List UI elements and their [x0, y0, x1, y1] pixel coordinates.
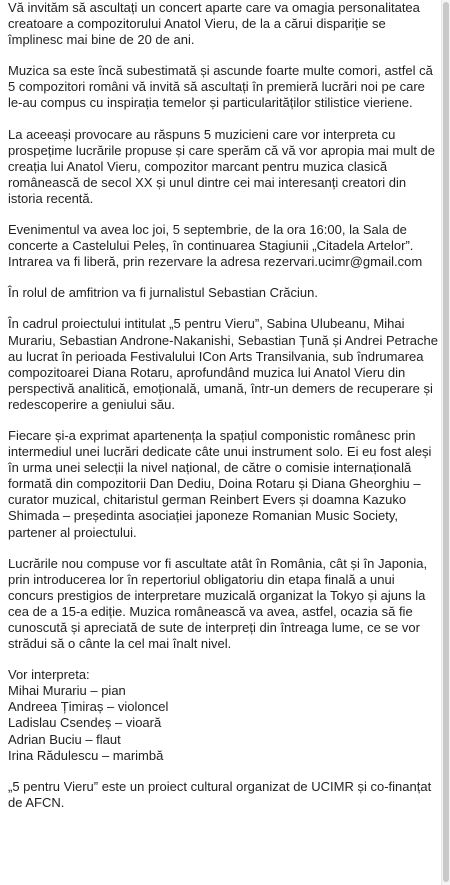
paragraph-event-details: Evenimentul va avea loc joi, 5 septembrie, de la ora 16:00, la Sala de concerte a Castelului Peleș, în continuarea Stagiunii „Citadela Artelor”. Intrarea va fi liberă, prin rezervare la adresa rezervari.ucimr@gmail.com — [8, 222, 423, 270]
paragraph-music: Muzica sa este încă subestimată și ascunde foarte multe comori, astfel că 5 compozitori români vă invită să ascultați în premieră lucrări noi pe care le-au compus cu inspirația temelor și particularităților stilistice vieriene. — [8, 63, 433, 111]
performer-item: Andreea Țimiraș – violoncel — [8, 699, 169, 715]
performer-item: Adrian Buciu – flaut — [8, 731, 121, 747]
paragraph-closing: „5 pentru Vieru” este un proiect cultural organizat de UCIMR și co-finanțat de AFCN. — [8, 778, 432, 810]
paragraph-performers-challenge: La aceeași provocare au răspuns 5 muzicieni care vor interpreta cu prospețime lucrările propuse și care sperăm că vă vor apropia mai mult de creația lui Anatol Vieru, compozitor marcant pentru muzica clasică românească de secol XX și unul dintre cei mai interesanți creatori din istoria recentă. — [8, 126, 436, 206]
performers-intro: Vor interpreta: — [8, 667, 90, 683]
performer-item: Mihai Murariu – pian — [8, 683, 126, 699]
performer-item: Irina Rădulescu – marimbă — [8, 747, 164, 763]
paragraph-selection: Fiecare și-a exprimat apartenența la spațiul componistic românesc prin intermediul unei lucrări dedicate câte unui instrument solo. Ei eu fost aleși în urma unei selecții la nivel național, de către o comisie internațională formată din compozitorii Dan Dediu, Doina Rotaru și Diana Gheorghiu – curator muzical, chitaristul german Reinbert Evers și doamna Kazuko Shimada – președinta asociației japoneze Romanian Music Society, partener al proiectului. — [8, 427, 432, 540]
paragraph-project: În cadrul proiectului intitulat „5 pentru Vieru”, Sabina Ulubeanu, Mihai Murariu, Sebastian Androne-Nakanishi, Sebastian Țună și Andrei Petrache au lucrat în perioada Festivalului ICon Arts Transilvania, sub îndrumarea compozitoarei Diana Rotaru, aprofundând muzica lui Anatol Vieru din perspectivă analitică, emoțională, umană, într-un demers de recuperare și redescoperire a geniului său. — [8, 316, 438, 412]
paragraph-intro: Vă invităm să ascultați un concert aparte care va omagia personalitatea creatoare a compozitorului Anatol Vieru, de la a cărui dispariție se împlinesc mai bine de 20 de ani. — [8, 0, 420, 48]
paragraph-japan: Lucrările nou compuse vor fi ascultate atât în România, cât și în Japonia, prin introducerea lor în repertoriul obligatoriu din etapa finală a unui concurs prestigios de interpretare muzicală organizat la Tokyo și ajuns la cea de a 15-a ediție. Muzica românească va avea, astfel, ocazia să fie cunoscută și apreciată de sute de interpreți din întreaga lume, ce se vor strădui să o cânte la cel mai înalt nivel. — [8, 555, 428, 652]
scrollbar-thumb[interactable] — [443, 2, 449, 882]
performer-item: Ladislau Csendeș – vioară — [8, 715, 162, 731]
paragraph-host: În rolul de amfitrion va fi jurnalistul Sebastian Crăciun. — [8, 285, 318, 301]
vertical-scrollbar[interactable] — [441, 0, 450, 885]
performers-list — [8, 683, 438, 763]
